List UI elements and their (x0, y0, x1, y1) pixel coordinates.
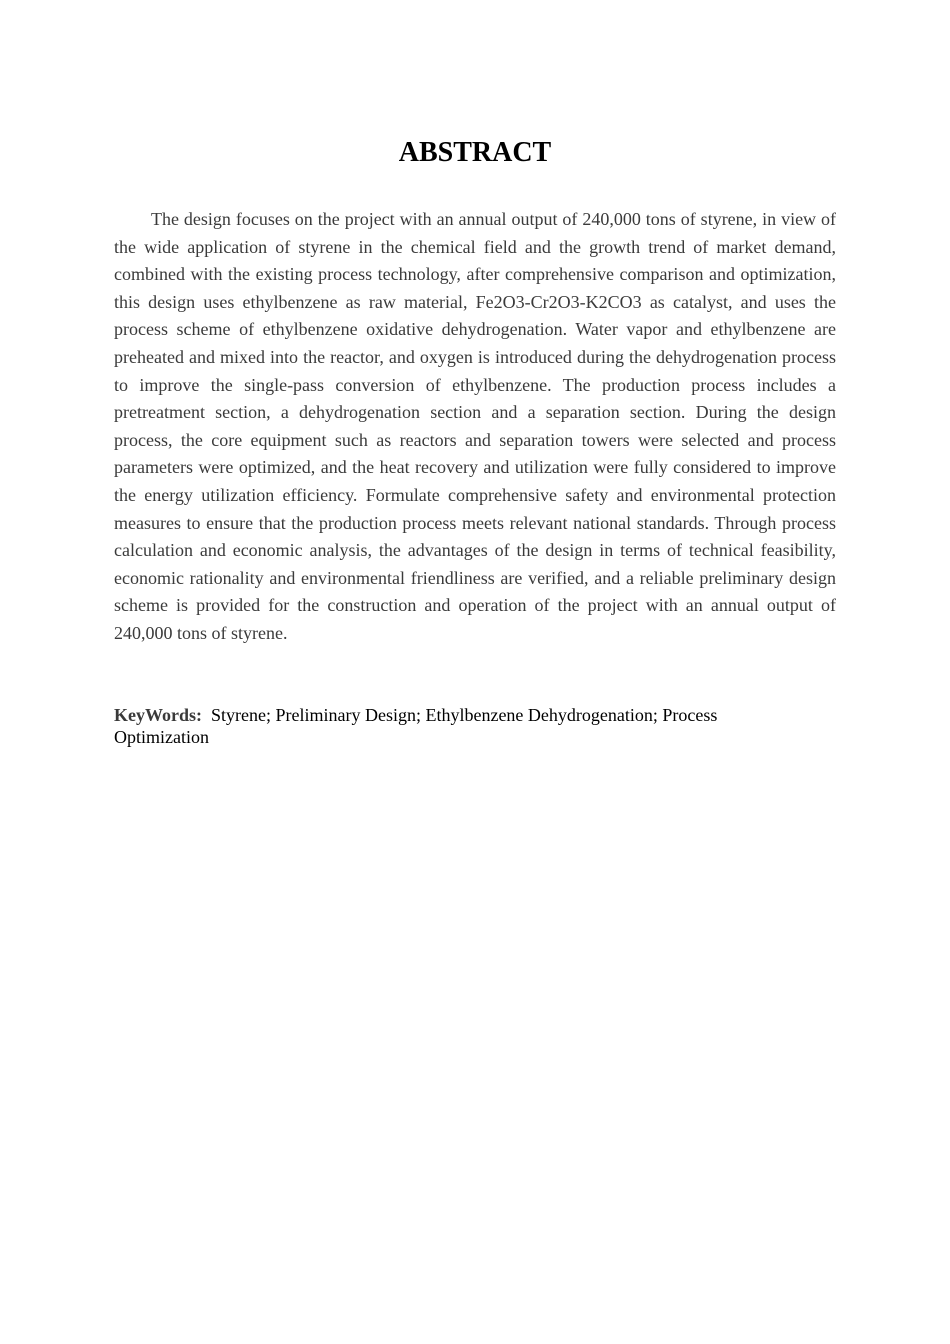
keywords-label: KeyWords: (114, 705, 202, 725)
page-title: ABSTRACT (398, 137, 552, 168)
abstract-paragraph: The design focuses on the project with an annual output of 240,000 tons of styrene, in view of the wide application of styrene in the chemical field and the growth trend of market demand, combined with the existing process technology, after comprehensive comparison and optimization, this design uses ethylbenzene as raw material, Fe2O3-Cr2O3-K2CO3 as catalyst, and uses the process scheme of ethylbenzene oxidative dehydrogenation. Water vapor and ethylbenzene are preheated and mixed into the reactor, and oxygen is introduced during the dehydrogenation process to improve the single-pass conversion of ethylbenzene. The production process includes a pretreatment section, a dehydrogenation section and a separation section. During the design process, the core equipment such as reactors and separation towers were selected and process parameters were optimized, and the heat recovery and utilization were fully considered to improve the energy utilization efficiency. Formulate comprehensive safety and environmental protection measures to ensure that the production process meets relevant national standards. Through process calculation and economic analysis, the advantages of the design in terms of technical feasibility, economic rationality and environmental friendliness are verified, and a reliable preliminary design scheme is provided for the construction and operation of the project with an annual output of 240,000 tons of styrene. (114, 209, 836, 643)
keywords-list: Styrene; Preliminary Design; Ethylbenzene Dehydrogenation; Process Optimization (114, 705, 718, 747)
keywords-line (114, 704, 794, 748)
